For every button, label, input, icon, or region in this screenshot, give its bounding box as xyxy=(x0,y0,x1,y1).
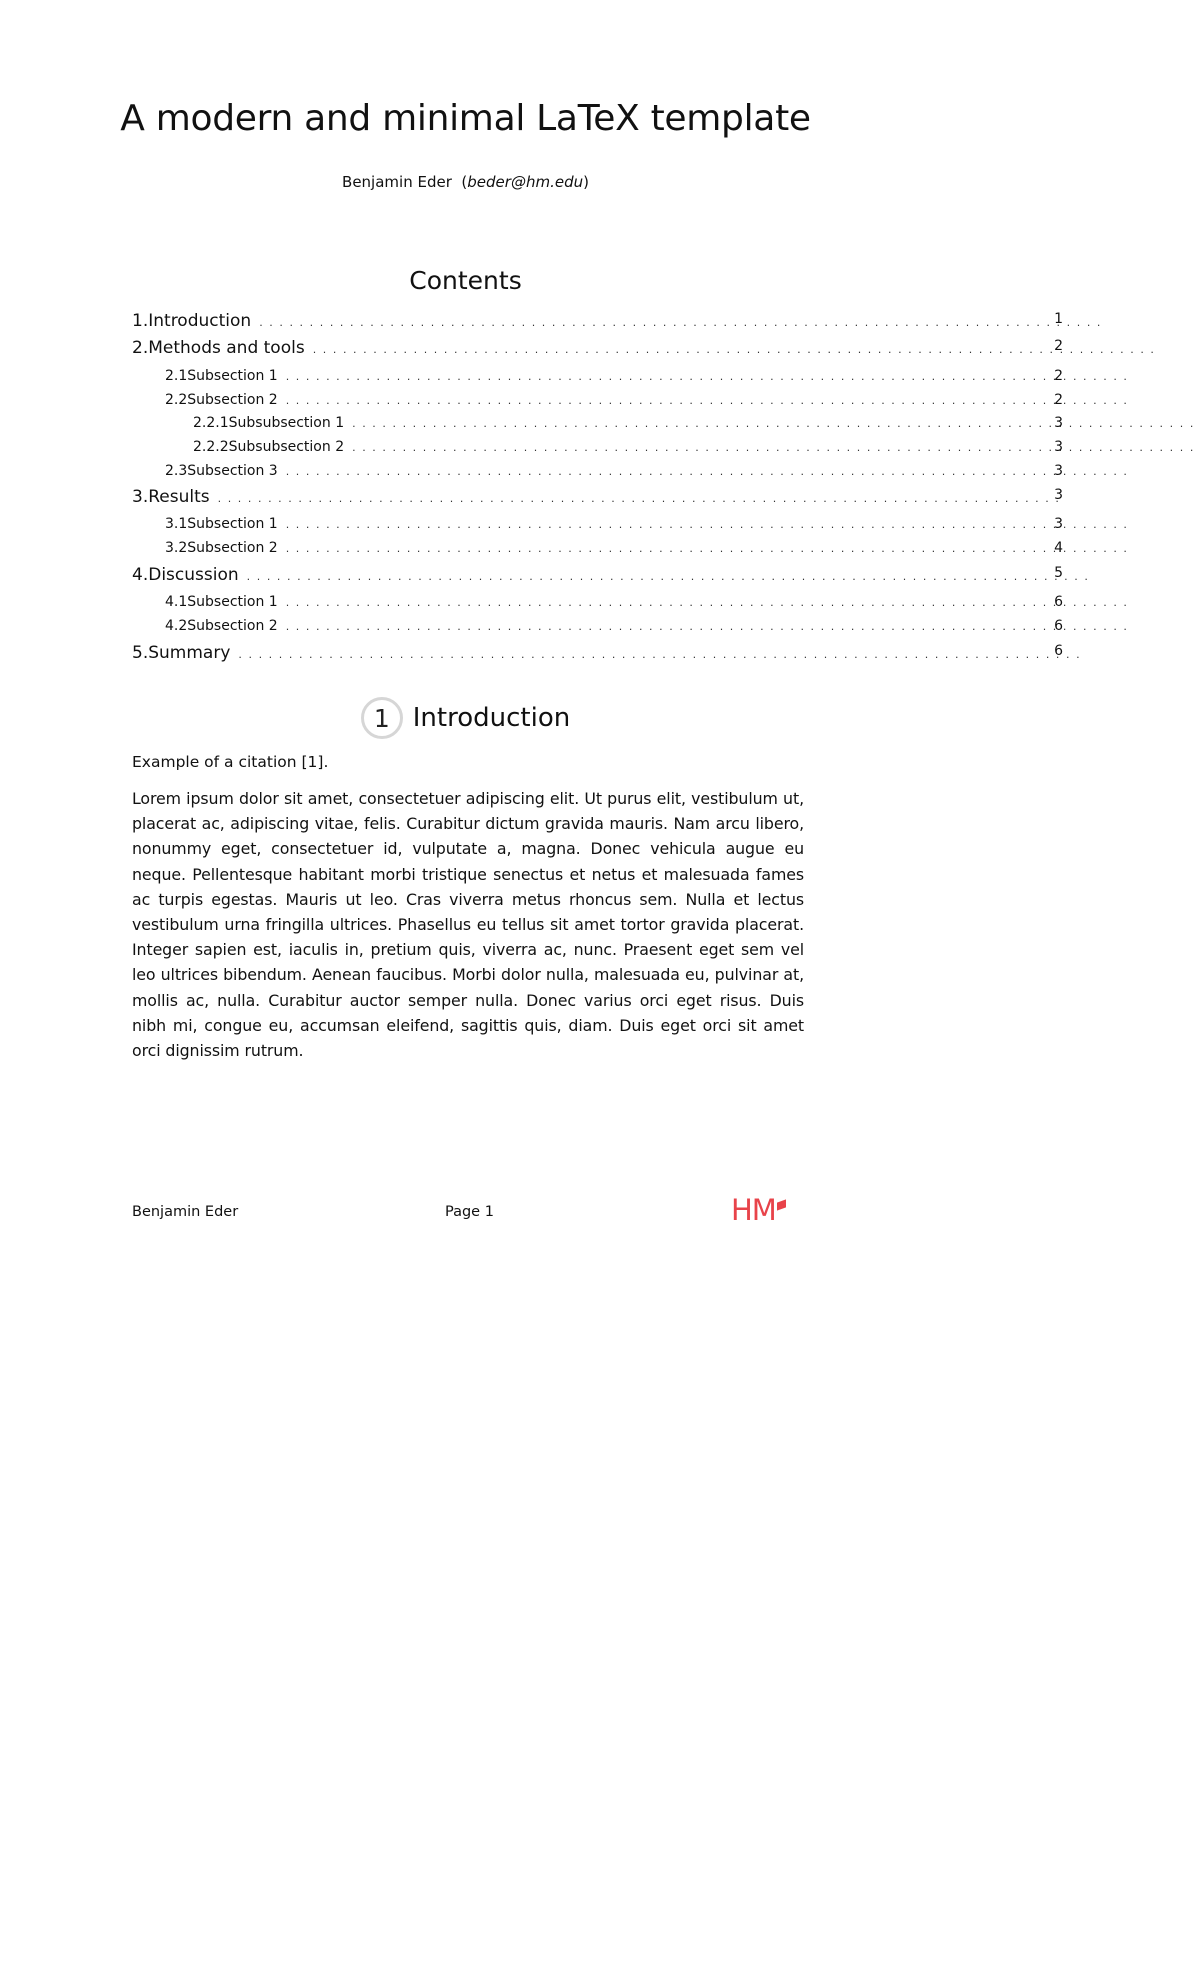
toc-entry-page: 2 xyxy=(1054,368,1063,384)
toc-entry-page: 2 xyxy=(1054,338,1063,354)
toc-entry-number: 2.1 xyxy=(165,368,188,384)
table-of-contents xyxy=(132,0,1063,700)
toc-entry-page: 3 xyxy=(1054,463,1063,479)
toc-entry-number: 4. xyxy=(132,565,149,585)
toc-entry-methods-and-tools[interactable] xyxy=(132,338,1063,358)
toc-entry-label: Introduction xyxy=(148,311,252,331)
toc-entry-page: 2 xyxy=(1054,392,1063,408)
toc-entry-introduction[interactable] xyxy=(132,311,1063,331)
toc-heading: Contents xyxy=(409,266,522,295)
toc-entry-page: 5 xyxy=(1054,565,1063,581)
toc-entry-number: 5. xyxy=(132,643,149,663)
toc-entry-2-2[interactable] xyxy=(132,392,1063,408)
author-email: beder@hm.edu xyxy=(467,173,584,191)
toc-entry-4-2[interactable] xyxy=(132,618,1063,634)
toc-entry-label: Subsection 1 xyxy=(187,516,278,532)
toc-entry-label: Subsection 2 xyxy=(187,540,278,556)
toc-entry-page: 6 xyxy=(1054,643,1063,659)
toc-entry-number: 4.1 xyxy=(165,594,188,610)
toc-entry-page: 1 xyxy=(1054,311,1063,327)
toc-entry-label: Summary xyxy=(148,643,231,663)
toc-entry-4-1[interactable] xyxy=(132,594,1063,610)
hm-logo-text: HM xyxy=(731,1193,776,1227)
toc-entry-page: 3 xyxy=(1054,487,1063,503)
toc-entry-2-2-2[interactable] xyxy=(132,439,1063,455)
toc-entry-number: 2.2.2 xyxy=(193,439,229,455)
toc-entry-page: 3 xyxy=(1054,516,1063,532)
toc-entry-label: Results xyxy=(148,487,210,507)
hm-logo xyxy=(731,1195,786,1225)
footer-author: Benjamin Eder xyxy=(132,1204,239,1220)
author-name: Benjamin Eder xyxy=(342,173,452,191)
author-email-close-paren: ) xyxy=(583,173,589,191)
toc-entry-page: 3 xyxy=(1054,415,1063,431)
toc-entry-3-2[interactable] xyxy=(132,540,1063,556)
section-number-circle: 1 xyxy=(361,697,403,739)
toc-entry-results[interactable] xyxy=(132,487,1063,507)
document-title: A modern and minimal LaTeX template xyxy=(120,98,811,139)
author-email-open-paren: ( xyxy=(461,173,468,191)
toc-entry-page: 4 xyxy=(1054,540,1063,556)
section-title: Introduction xyxy=(412,703,571,733)
toc-entry-number: 2.3 xyxy=(165,463,188,479)
toc-entry-page: 6 xyxy=(1054,594,1063,610)
toc-entry-label: Subsection 2 xyxy=(187,618,278,634)
body-paragraph: Lorem ipsum dolor sit amet, consectetuer adipiscing elit. Ut purus elit, vestibulum ut, placerat ac, adipiscing vitae, felis. Curabitur dictum gravida mauris. Nam arcu libero, nonummy eget, consectetuer id, vulputate a, magna. Donec vehicula augue eu neque. Pellentesque habitant morbi tristique senectus et netus et malesuada fames ac turpis egestas. Mauris ut leo. Cras viverra metus rhoncus sem. Nulla et lectus vestibulum urna fringilla ultrices. Phasellus eu tellus sit amet tortor gravida placerat. Integer sapien est, iaculis in, pretium quis, viverra ac, nunc. Praesent eget sem vel leo ultrices bibendum. Aenean faucibus. Morbi dolor nulla, malesuada eu, pulvinar at, mollis ac, nulla. Curabitur auctor semper nulla. Donec varius orci eget risus. Duis nibh mi, congue eu, accumsan eleifend, sagittis quis, diam. Duis eget orci sit amet orci dignissim rutrum. xyxy=(132,789,804,1061)
toc-entry-number: 3. xyxy=(132,487,149,507)
section-heading xyxy=(0,697,931,739)
toc-entry-discussion[interactable] xyxy=(132,565,1063,585)
toc-entry-number: 3.1 xyxy=(165,516,188,532)
toc-entry-page: 6 xyxy=(1054,618,1063,634)
toc-entry-number: 2.2 xyxy=(165,392,188,408)
toc-entry-number: 2.2.1 xyxy=(193,415,229,431)
toc-entry-summary[interactable] xyxy=(132,643,1063,663)
toc-entry-label: Subsubsection 1 xyxy=(228,415,345,431)
toc-entry-number: 4.2 xyxy=(165,618,188,634)
toc-entry-label: Subsection 3 xyxy=(187,463,278,479)
toc-entry-label: Subsection 2 xyxy=(187,392,278,408)
toc-entry-label: Methods and tools xyxy=(148,338,305,358)
hm-logo-mark-icon xyxy=(777,1199,786,1210)
toc-entry-label: Discussion xyxy=(148,565,239,585)
citation-example: Example of a citation [1]. xyxy=(132,753,329,771)
toc-entry-2-3[interactable] xyxy=(132,463,1063,479)
toc-entry-label: Subsection 1 xyxy=(187,594,278,610)
toc-entry-label: Subsection 1 xyxy=(187,368,278,384)
toc-entry-page: 3 xyxy=(1054,439,1063,455)
toc-entry-2-2-1[interactable] xyxy=(132,415,1063,431)
footer-page-number: Page 1 xyxy=(445,1204,494,1220)
toc-entry-2-1[interactable] xyxy=(132,368,1063,384)
toc-entry-number: 3.2 xyxy=(165,540,188,556)
toc-entry-number: 2. xyxy=(132,338,149,358)
toc-entry-label: Subsubsection 2 xyxy=(228,439,345,455)
toc-entry-3-1[interactable] xyxy=(132,516,1063,532)
toc-entry-number: 1. xyxy=(132,311,149,331)
